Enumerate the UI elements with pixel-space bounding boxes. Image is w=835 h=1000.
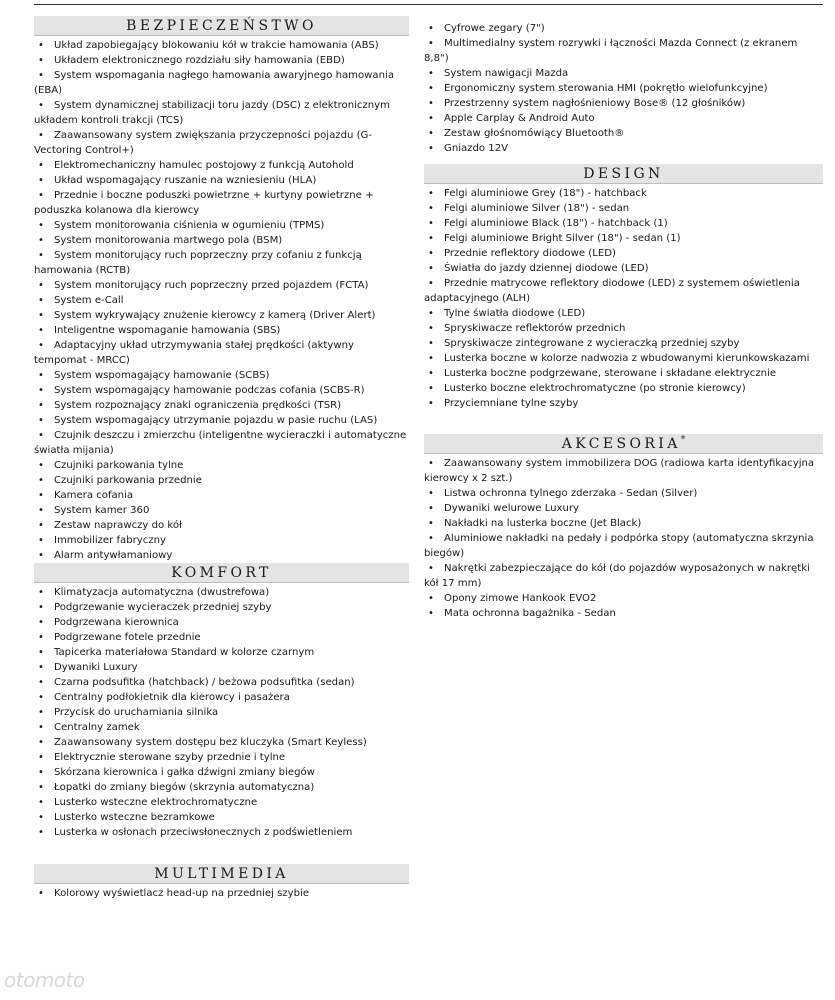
section-design <box>424 164 823 411</box>
list-item: • Przednie reflektory diodowe (LED) <box>424 246 823 261</box>
list-item: • Elektrycznie sterowane szyby przednie i tylne <box>34 750 409 765</box>
section-bezpieczenstwo <box>34 16 409 563</box>
list-item: • System monitorowania martwego pola (BSM) <box>34 233 409 248</box>
section-komfort <box>34 563 409 840</box>
section-akcesoria <box>424 434 823 621</box>
list-item: • Łopatki do zmiany biegów (skrzynia automatyczna) <box>34 780 409 795</box>
list-item: • Dywaniki Luxury <box>34 660 409 675</box>
list-item: • Felgi aluminiowe Silver (18") - sedan <box>424 201 823 216</box>
list-item: • Lusterko boczne elektrochromatyczne (po stronie kierowcy) <box>424 381 823 396</box>
list-item: • Przednie matrycowe reflektory diodowe (LED) z systemem oświetlenia adaptacyjnego (ALH) <box>424 276 823 306</box>
list-item: • System wspomagający utrzymanie pojazdu w pasie ruchu (LAS) <box>34 413 409 428</box>
list-item: • Ergonomiczny system sterowania HMI (pokrętło wielofunkcyjne) <box>424 81 823 96</box>
list-item: • Zaawansowany system zwiększania przyczepności pojazdu (G-Vectoring Control+) <box>34 128 409 158</box>
list-item: • Przyciemniane tylne szyby <box>424 396 823 411</box>
list-item: • Zaawansowany system dostępu bez kluczyka (Smart Keyless) <box>34 735 409 750</box>
list-item: • System dynamicznej stabilizacji toru jazdy (DSC) z elektronicznym układem kontroli trakcji (TCS) <box>34 98 409 128</box>
list-item: • Cyfrowe zegary (7") <box>424 21 823 36</box>
list-item: • System wykrywający znużenie kierowcy z kamerą (Driver Alert) <box>34 308 409 323</box>
list-item: • Lusterko wsteczne elektrochromatyczne <box>34 795 409 810</box>
list-item: • System nawigacji Mazda <box>424 66 823 81</box>
list-item: • Felgi aluminiowe Black (18") - hatchback (1) <box>424 216 823 231</box>
section-title: MULTIMEDIA <box>34 864 409 884</box>
list-item: • Centralny zamek <box>34 720 409 735</box>
section-title: KOMFORT <box>34 563 409 583</box>
list-item: • System wspomagający hamowanie (SCBS) <box>34 368 409 383</box>
list-item: • Podgrzewanie wycieraczek przedniej szyby <box>34 600 409 615</box>
top-rule <box>34 4 823 5</box>
list-item: • Elektromechaniczny hamulec postojowy z funkcją Autohold <box>34 158 409 173</box>
list-item: • Spryskiwacze zintegrowane z wycieraczką przedniej szyby <box>424 336 823 351</box>
list-item: • Felgi aluminiowe Grey (18") - hatchback <box>424 186 823 201</box>
item-list <box>424 186 823 411</box>
list-item: • Czarna podsufitka (hatchback) / beżowa podsufitka (sedan) <box>34 675 409 690</box>
list-item: • Skórzana kierownica i gałka dźwigni zmiany biegów <box>34 765 409 780</box>
list-item: • Apple Carplay & Android Auto <box>424 111 823 126</box>
list-item: • Tylne światła diodowe (LED) <box>424 306 823 321</box>
list-item: • Układ zapobiegający blokowaniu kół w trakcie hamowania (ABS) <box>34 38 409 53</box>
list-item: • Spryskiwacze reflektorów przednich <box>424 321 823 336</box>
list-item: • Przycisk do uruchamiania silnika <box>34 705 409 720</box>
list-item: • Mata ochronna bagażnika - Sedan <box>424 606 823 621</box>
section-title <box>424 434 823 454</box>
list-item: • Zestaw naprawczy do kół <box>34 518 409 533</box>
list-item: • Lusterka w osłonach przeciwsłonecznych z podświetleniem <box>34 825 409 840</box>
list-item: • Immobilizer fabryczny <box>34 533 409 548</box>
list-item: • System kamer 360 <box>34 503 409 518</box>
list-item: • Zaawansowany system immobilizera DOG (radiowa karta identyfikacyjna kierowcy x 2 szt.) <box>424 456 823 486</box>
list-item: • Klimatyzacja automatyczna (dwustrefowa) <box>34 585 409 600</box>
section-multimedia-continued <box>424 21 823 156</box>
list-item: • Listwa ochronna tylnego zderzaka - Sedan (Silver) <box>424 486 823 501</box>
list-item: • Felgi aluminiowe Bright Silver (18") - sedan (1) <box>424 231 823 246</box>
list-item: • Układem elektronicznego rozdziału siły hamowania (EBD) <box>34 53 409 68</box>
list-item: • Czujniki parkowania tylne <box>34 458 409 473</box>
list-item: • Nakrętki zabezpieczające do kół (do pojazdów wyposażonych w nakrętki kół 17 mm) <box>424 561 823 591</box>
watermark-logo: otomoto <box>4 968 85 992</box>
item-list <box>34 585 409 840</box>
item-list <box>424 21 823 156</box>
list-item: • Alarm antywłamaniowy <box>34 548 409 563</box>
list-item: • System monitorujący ruch poprzeczny przy cofaniu z funkcją hamowania (RCTB) <box>34 248 409 278</box>
list-item: • Multimedialny system rozrywki i łączności Mazda Connect (z ekranem 8,8") <box>424 36 823 66</box>
list-item: • Podgrzewana kierownica <box>34 615 409 630</box>
list-item: • Lusterko wsteczne bezramkowe <box>34 810 409 825</box>
list-item: • System e-Call <box>34 293 409 308</box>
list-item: • Lusterka boczne w kolorze nadwozia z wbudowanymi kierunkowskazami <box>424 351 823 366</box>
section-multimedia <box>34 864 409 901</box>
list-item: • Tapicerka materiałowa Standard w kolorze czarnym <box>34 645 409 660</box>
list-item: • Zestaw głośnomówiący Bluetooth® <box>424 126 823 141</box>
list-item: • Kolorowy wyświetlacz head-up na przedniej szybie <box>34 886 409 901</box>
list-item: • Podgrzewane fotele przednie <box>34 630 409 645</box>
item-list <box>34 886 409 901</box>
item-list <box>424 456 823 621</box>
list-item: • Opony zimowe Hankook EVO2 <box>424 591 823 606</box>
list-item: • Adaptacyjny układ utrzymywania stałej prędkości (aktywny tempomat - MRCC) <box>34 338 409 368</box>
section-title: BEZPIECZEŃSTWO <box>34 16 409 36</box>
list-item: • Przednie i boczne poduszki powietrzne + kurtyny powietrzne + poduszka kolanowa dla kierowcy <box>34 188 409 218</box>
list-item: • Nakładki na lusterka boczne (Jet Black) <box>424 516 823 531</box>
list-item: • System monitorujący ruch poprzeczny przed pojazdem (FCTA) <box>34 278 409 293</box>
section-title-text: AKCESORIA <box>561 435 681 452</box>
list-item: • Przestrzenny system nagłośnieniowy Bose® (12 głośników) <box>424 96 823 111</box>
list-item: • Kamera cofania <box>34 488 409 503</box>
list-item: • System wspomagania nagłego hamowania awaryjnego hamowania (EBA) <box>34 68 409 98</box>
list-item: • System wspomagający hamowanie podczas cofania (SCBS-R) <box>34 383 409 398</box>
section-title: DESIGN <box>424 164 823 184</box>
footnote-marker: * <box>680 434 686 445</box>
list-item: • Centralny podłokietnik dla kierowcy i pasażera <box>34 690 409 705</box>
list-item: • Aluminiowe nakładki na pedały i podpórka stopy (automatyczna skrzynia biegów) <box>424 531 823 561</box>
list-item: • Czujniki parkowania przednie <box>34 473 409 488</box>
item-list <box>34 38 409 563</box>
list-item: • Układ wspomagający ruszanie na wzniesieniu (HLA) <box>34 173 409 188</box>
list-item: • Światła do jazdy dziennej diodowe (LED) <box>424 261 823 276</box>
list-item: • Dywaniki welurowe Luxury <box>424 501 823 516</box>
list-item: • Gniazdo 12V <box>424 141 823 156</box>
list-item: • Lusterka boczne podgrzewane, sterowane i składane elektrycznie <box>424 366 823 381</box>
list-item: • Czujnik deszczu i zmierzchu (inteligentne wycieraczki i automatyczne światła mijania) <box>34 428 409 458</box>
list-item: • System rozpoznający znaki ograniczenia prędkości (TSR) <box>34 398 409 413</box>
list-item: • System monitorowania ciśnienia w ogumieniu (TPMS) <box>34 218 409 233</box>
list-item: • Inteligentne wspomaganie hamowania (SBS) <box>34 323 409 338</box>
